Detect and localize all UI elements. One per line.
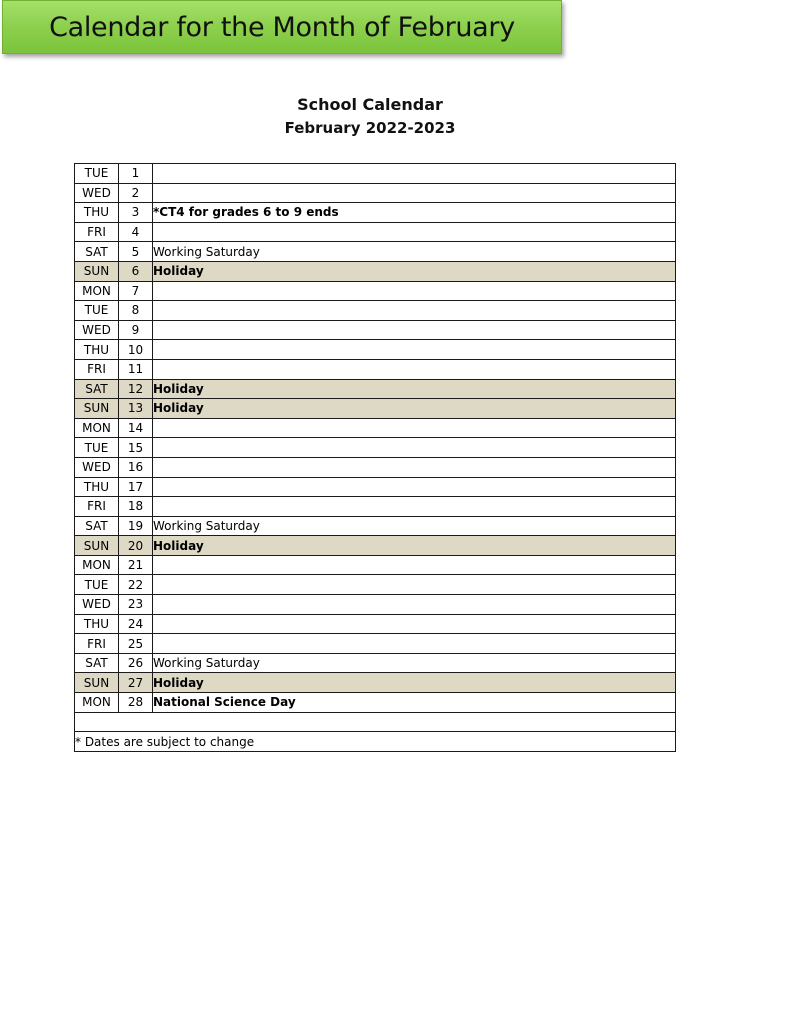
day-cell: MON — [75, 281, 119, 301]
date-cell: 15 — [119, 438, 153, 458]
calendar-row — [75, 379, 676, 399]
calendar-row — [75, 281, 676, 301]
day-cell: SAT — [75, 242, 119, 262]
day-cell: FRI — [75, 222, 119, 242]
calendar-row — [75, 418, 676, 438]
event-cell: Working Saturday — [153, 242, 676, 262]
day-cell: MON — [75, 693, 119, 713]
date-cell: 11 — [119, 359, 153, 379]
day-cell: THU — [75, 477, 119, 497]
calendar-row — [75, 516, 676, 536]
date-cell: 24 — [119, 614, 153, 634]
date-cell: 7 — [119, 281, 153, 301]
event-cell: Holiday — [153, 379, 676, 399]
event-cell — [153, 477, 676, 497]
document-subtitle: February 2022-2023 — [284, 119, 456, 137]
day-cell: MON — [75, 418, 119, 438]
calendar-row — [75, 653, 676, 673]
date-cell: 6 — [119, 261, 153, 281]
date-cell: 28 — [119, 693, 153, 713]
event-cell — [153, 614, 676, 634]
calendar-row — [75, 320, 676, 340]
document-title: School Calendar — [297, 95, 443, 114]
calendar-row — [75, 595, 676, 615]
calendar-row — [75, 261, 676, 281]
banner — [2, 0, 562, 54]
calendar-row — [75, 555, 676, 575]
day-cell: WED — [75, 595, 119, 615]
calendar-row — [75, 693, 676, 713]
date-cell: 13 — [119, 399, 153, 419]
event-cell — [153, 359, 676, 379]
event-cell — [153, 634, 676, 654]
day-cell: FRI — [75, 497, 119, 517]
date-cell: 23 — [119, 595, 153, 615]
calendar-row — [75, 222, 676, 242]
event-cell — [153, 340, 676, 360]
calendar-row — [75, 575, 676, 595]
day-cell: WED — [75, 457, 119, 477]
day-cell: SUN — [75, 673, 119, 693]
event-cell: Working Saturday — [153, 653, 676, 673]
day-cell: FRI — [75, 634, 119, 654]
day-cell: WED — [75, 320, 119, 340]
event-cell — [153, 438, 676, 458]
calendar-row — [75, 614, 676, 634]
date-cell: 19 — [119, 516, 153, 536]
calendar-row — [75, 536, 676, 556]
day-cell: THU — [75, 340, 119, 360]
calendar-row — [75, 203, 676, 223]
event-cell: National Science Day — [153, 693, 676, 713]
calendar-row — [75, 340, 676, 360]
calendar-row — [75, 673, 676, 693]
day-cell: THU — [75, 203, 119, 223]
event-cell: Holiday — [153, 261, 676, 281]
spacer-cell — [75, 712, 676, 732]
event-cell: Working Saturday — [153, 516, 676, 536]
banner-title: Calendar for the Month of February — [49, 11, 515, 43]
event-cell — [153, 320, 676, 340]
date-cell: 18 — [119, 497, 153, 517]
date-cell: 25 — [119, 634, 153, 654]
event-cell — [153, 497, 676, 517]
date-cell: 4 — [119, 222, 153, 242]
date-cell: 2 — [119, 183, 153, 203]
footnote: * Dates are subject to change — [75, 732, 676, 752]
event-cell: Holiday — [153, 673, 676, 693]
date-cell: 12 — [119, 379, 153, 399]
calendar-row — [75, 164, 676, 184]
date-cell: 26 — [119, 653, 153, 673]
calendar-row — [75, 242, 676, 262]
calendar-row — [75, 183, 676, 203]
date-cell: 8 — [119, 301, 153, 321]
day-cell: SAT — [75, 379, 119, 399]
day-cell: MON — [75, 555, 119, 575]
event-cell: Holiday — [153, 399, 676, 419]
date-cell: 5 — [119, 242, 153, 262]
event-cell: Holiday — [153, 536, 676, 556]
date-cell: 10 — [119, 340, 153, 360]
event-cell: *CT4 for grades 6 to 9 ends — [153, 203, 676, 223]
day-cell: TUE — [75, 164, 119, 184]
day-cell: TUE — [75, 301, 119, 321]
date-cell: 22 — [119, 575, 153, 595]
event-cell — [153, 555, 676, 575]
calendar-row — [75, 634, 676, 654]
date-cell: 17 — [119, 477, 153, 497]
day-cell: SAT — [75, 653, 119, 673]
calendar-row — [75, 457, 676, 477]
calendar-body — [75, 164, 676, 752]
event-cell — [153, 457, 676, 477]
calendar-row — [75, 301, 676, 321]
day-cell: SUN — [75, 261, 119, 281]
day-cell: WED — [75, 183, 119, 203]
day-cell: FRI — [75, 359, 119, 379]
event-cell — [153, 595, 676, 615]
day-cell: SAT — [75, 516, 119, 536]
day-cell: SUN — [75, 536, 119, 556]
event-cell — [153, 183, 676, 203]
calendar-row — [75, 477, 676, 497]
event-cell — [153, 301, 676, 321]
footnote-row — [75, 732, 676, 752]
calendar-row — [75, 438, 676, 458]
day-cell: TUE — [75, 575, 119, 595]
day-cell: SUN — [75, 399, 119, 419]
event-cell — [153, 222, 676, 242]
date-cell: 3 — [119, 203, 153, 223]
date-cell: 9 — [119, 320, 153, 340]
event-cell — [153, 418, 676, 438]
date-cell: 20 — [119, 536, 153, 556]
spacer-row — [75, 712, 676, 732]
date-cell: 27 — [119, 673, 153, 693]
date-cell: 21 — [119, 555, 153, 575]
date-cell: 1 — [119, 164, 153, 184]
event-cell — [153, 164, 676, 184]
day-cell: THU — [75, 614, 119, 634]
date-cell: 16 — [119, 457, 153, 477]
event-cell — [153, 575, 676, 595]
date-cell: 14 — [119, 418, 153, 438]
calendar-row — [75, 497, 676, 517]
day-cell: TUE — [75, 438, 119, 458]
calendar-row — [75, 399, 676, 419]
calendar-row — [75, 359, 676, 379]
calendar-table — [74, 163, 676, 752]
event-cell — [153, 281, 676, 301]
